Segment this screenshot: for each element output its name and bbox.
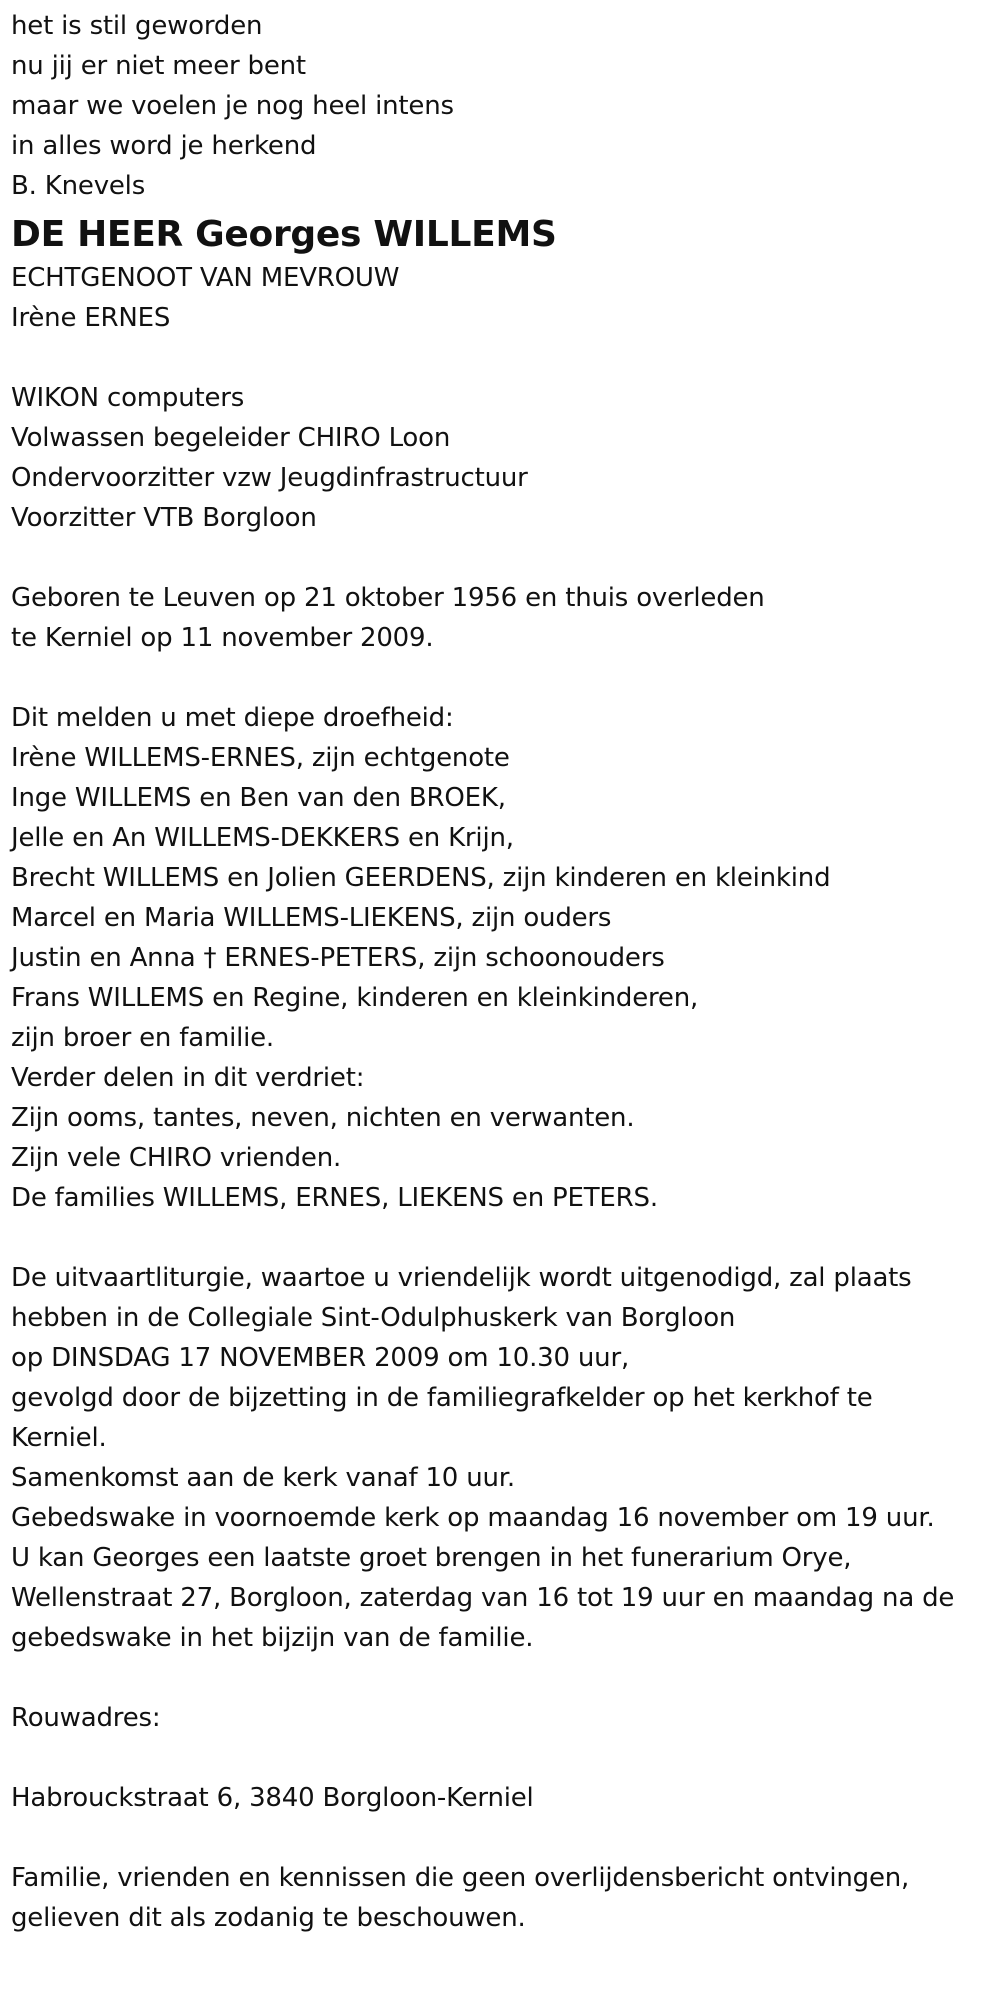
role-line: Volwassen begeleider CHIRO Loon <box>11 423 451 453</box>
address-section <box>11 1698 991 1818</box>
roles-section <box>11 378 991 538</box>
spouse-name: Irène ERNES <box>11 303 171 333</box>
family-line: Frans WILLEMS en Regine, kinderen en kleinkinderen, <box>11 983 699 1013</box>
closing-line: Familie, vrienden en kennissen die geen overlijdensbericht ontvingen, <box>11 1863 910 1893</box>
deceased-section <box>11 212 991 338</box>
funeral-line: gevolgd door de bijzetting in de familiegrafkelder op het kerkhof te <box>11 1383 873 1413</box>
address-label: Rouwadres: <box>11 1703 161 1733</box>
poem-author: B. Knevels <box>11 171 146 201</box>
spacer <box>11 658 991 698</box>
family-line: Jelle en An WILLEMS-DEKKERS en Krijn, <box>11 823 514 853</box>
spacer <box>11 1218 991 1258</box>
deceased-name-heading: DE HEER Georges WILLEMS <box>11 214 557 255</box>
funeral-line: gebedswake in het bijzijn van de familie. <box>11 1623 534 1653</box>
family-line: Zijn ooms, tantes, neven, nichten en verwanten. <box>11 1103 635 1133</box>
family-line: Inge WILLEMS en Ben van den BROEK, <box>11 783 506 813</box>
funeral-section <box>11 1258 991 1658</box>
funeral-line: Gebedswake in voornoemde kerk op maandag 16 november om 19 uur. <box>11 1503 935 1533</box>
family-line: Zijn vele CHIRO vrienden. <box>11 1143 342 1173</box>
funeral-line: Kerniel. <box>11 1423 107 1453</box>
obituary-notice <box>11 6 991 1938</box>
family-line: Marcel en Maria WILLEMS-LIEKENS, zijn ouders <box>11 903 612 933</box>
funeral-line: De uitvaartliturgie, waartoe u vriendelijk wordt uitgenodigd, zal plaats <box>11 1263 912 1293</box>
funeral-line: U kan Georges een laatste groet brengen in het funerarium Orye, <box>11 1543 852 1573</box>
spacer <box>11 1658 991 1698</box>
spacer <box>11 338 991 378</box>
address-value: Habrouckstraat 6, 3840 Borgloon-Kerniel <box>11 1783 534 1813</box>
poem-section <box>11 6 991 206</box>
funeral-line: op DINSDAG 17 NOVEMBER 2009 om 10.30 uur, <box>11 1343 630 1373</box>
role-line: WIKON computers <box>11 383 245 413</box>
birth-death-section <box>11 578 991 658</box>
family-section <box>11 698 991 1218</box>
family-line: Brecht WILLEMS en Jolien GEERDENS, zijn kinderen en kleinkind <box>11 863 831 893</box>
birth-death-line: te Kerniel op 11 november 2009. <box>11 623 434 653</box>
closing-section <box>11 1858 991 1938</box>
funeral-line: Samenkomst aan de kerk vanaf 10 uur. <box>11 1463 515 1493</box>
funeral-line: hebben in de Collegiale Sint-Odulphuskerk van Borgloon <box>11 1303 736 1333</box>
role-line: Voorzitter VTB Borgloon <box>11 503 317 533</box>
family-line: Irène WILLEMS-ERNES, zijn echtgenote <box>11 743 510 773</box>
spacer <box>11 1738 991 1778</box>
spouse-line: ECHTGENOOT VAN MEVROUW <box>11 263 400 293</box>
spacer <box>11 1818 991 1858</box>
spacer <box>11 538 991 578</box>
family-line: zijn broer en familie. <box>11 1023 275 1053</box>
family-intro: Dit melden u met diepe droefheid: <box>11 703 454 733</box>
role-line: Ondervoorzitter vzw Jeugdinfrastructuur <box>11 463 528 493</box>
poem-line: het is stil geworden <box>11 11 263 41</box>
family-line: De families WILLEMS, ERNES, LIEKENS en PETERS. <box>11 1183 658 1213</box>
poem-line: maar we voelen je nog heel intens <box>11 91 454 121</box>
closing-line: gelieven dit als zodanig te beschouwen. <box>11 1903 526 1933</box>
poem-line: nu jij er niet meer bent <box>11 51 306 81</box>
funeral-line: Wellenstraat 27, Borgloon, zaterdag van 16 tot 19 uur en maandag na de <box>11 1583 955 1613</box>
family-line: Verder delen in dit verdriet: <box>11 1063 365 1093</box>
family-line: Justin en Anna † ERNES-PETERS, zijn schoonouders <box>11 943 665 973</box>
poem-line: in alles word je herkend <box>11 131 317 161</box>
birth-death-line: Geboren te Leuven op 21 oktober 1956 en thuis overleden <box>11 583 765 613</box>
